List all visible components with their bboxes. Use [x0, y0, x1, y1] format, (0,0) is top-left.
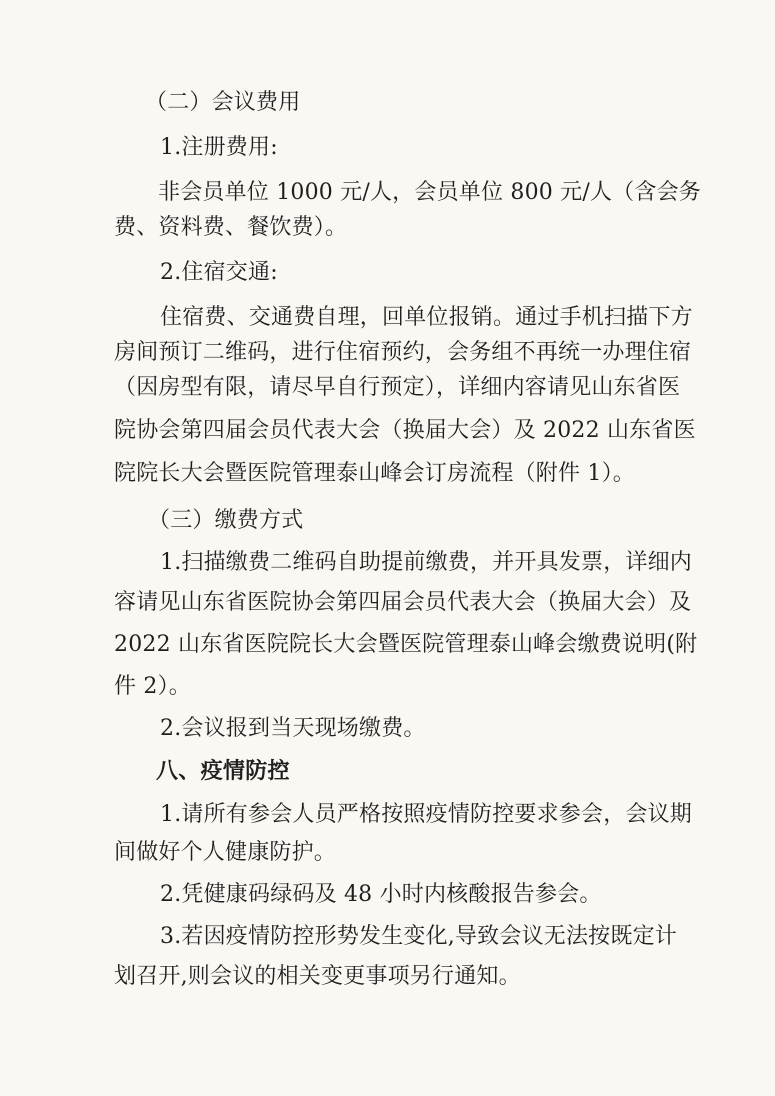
subheading-registration-fees: 1.注册费用:	[160, 135, 278, 160]
body-line: 住宿费、交通费自理，回单位报销。通过手机扫描下方	[160, 305, 693, 330]
body-line: 费、资料费、餐饮费）。	[114, 215, 348, 240]
body-line: （因房型有限，请尽早自行预定），详细内容请见山东省医	[114, 375, 681, 400]
body-line: 2022 山东省医院院长大会暨医院管理泰山峰会缴费说明(附	[114, 632, 698, 657]
body-line: 非会员单位 1000 元/人，会员单位 800 元/人（含会务	[158, 180, 701, 205]
body-line: 间做好个人健康防护。	[114, 840, 337, 865]
body-line: 2.凭健康码绿码及 48 小时内核酸报告参会。	[160, 882, 602, 907]
subheading-accommodation-transport: 2.住宿交通:	[160, 260, 278, 285]
body-line: 1.扫描缴费二维码自助提前缴费，并开具发票，详细内	[160, 550, 692, 575]
section-heading-payment-methods: （三）缴费方式	[148, 508, 304, 533]
section-heading-epidemic-control: 八、疫情防控	[156, 759, 290, 784]
body-line: 1.请所有参会人员严格按照疫情防控要求参会，会议期	[160, 802, 692, 827]
section-heading-meeting-fees: （二）会议费用	[145, 90, 301, 115]
body-line: 院协会第四届会员代表大会（换届大会）及 2022 山东省医	[114, 418, 696, 443]
body-line: 3.若因疫情防控形势发生变化,导致会议无法按既定计	[160, 924, 677, 949]
body-line: 2.会议报到当天现场缴费。	[160, 716, 426, 741]
body-line: 房间预订二维码，进行住宿预约，会务组不再统一办理住宿	[114, 340, 692, 365]
body-line: 院院长大会暨医院管理泰山峰会订房流程（附件 1）。	[114, 461, 635, 486]
body-line: 件 2）。	[114, 674, 191, 699]
body-line: 划召开,则会议的相关变更事项另行通知。	[114, 964, 521, 989]
body-line: 容请见山东省医院协会第四届会员代表大会（换届大会）及	[114, 590, 692, 615]
